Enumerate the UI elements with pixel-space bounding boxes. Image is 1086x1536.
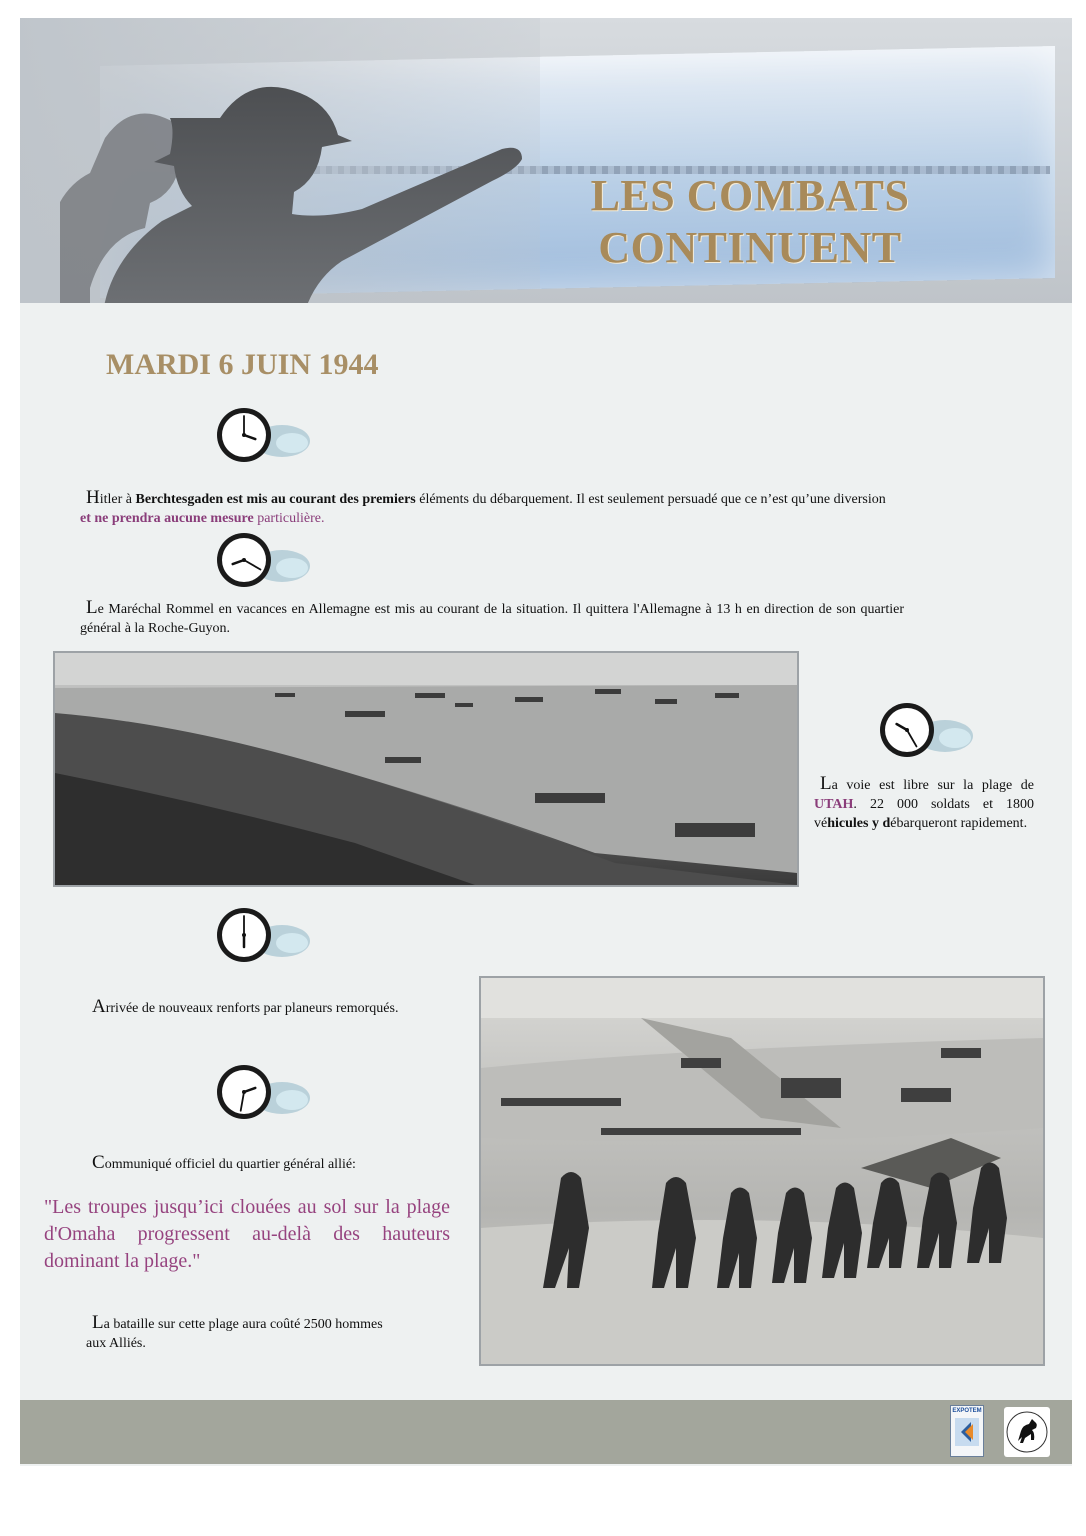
horse-emblem-logo [1004, 1407, 1050, 1457]
text-span: éléments du débarquement. Il est seulement persuadé que ce n’est qu’une diversion [415, 492, 886, 507]
horse-icon [1004, 1407, 1050, 1457]
drop-cap: C [92, 1152, 105, 1173]
banner-title-line2: CONTINUENT [598, 223, 902, 272]
communique-quote: "Les troupes jusqu’ici clouées au sol sur la plage d'Omaha progressent au-delà des hauteurs dominant la plage." [44, 1196, 450, 1272]
banner-title [530, 170, 970, 274]
clock-icon [214, 1062, 310, 1122]
clock-center [242, 933, 246, 937]
text-span: itler à [99, 492, 136, 507]
drop-cap: L [820, 773, 832, 794]
bold-span: hicules y d [827, 816, 891, 831]
clock-center [242, 558, 246, 562]
drop-cap: H [86, 487, 100, 508]
footer-bar [20, 1400, 1072, 1464]
text-span: ébarqueront rapidement. [890, 816, 1028, 831]
date-title: MARDI 6 JUIN 1944 [106, 348, 379, 381]
clock-icon [214, 405, 310, 465]
bold-span: Berchtesgaden est mis au courant des premiers [135, 492, 416, 507]
drop-cap: A [92, 996, 106, 1017]
clock-icon [214, 530, 310, 590]
text-span: e Maréchal Rommel en vacances en Allemagne est mis au courant de la situation. Il quittera l'Allemagne à 13 h en direction de son quartier général à la Roche-Guyon. [80, 602, 904, 636]
drop-cap: L [92, 1312, 104, 1333]
paragraph-hitler: Hitler à Berchtesgaden est mis au courant des premiers éléments du débarquement. Il est seulement persuadé que ce n’est qu’une diversion et ne prendra aucune mesure particulière. [80, 487, 886, 526]
utah-highlight: UTAH [814, 797, 854, 812]
expotem-arrow-icon [951, 1414, 983, 1450]
text-span: . 22 000 soldats et 1800 vé [814, 797, 1034, 831]
clock-center [242, 1090, 246, 1094]
header-banner [20, 18, 1072, 303]
paragraph-renforts [92, 997, 432, 1018]
drop-cap: L [86, 597, 98, 618]
omaha-soldiers-photo [479, 976, 1045, 1366]
clock-center [242, 433, 246, 437]
text-span: rrivée de nouveaux renforts par planeurs remorqués. [105, 1001, 399, 1016]
paragraph-utah [814, 774, 1034, 833]
soldiers-silhouette-image [60, 78, 580, 303]
text-span: a bataille sur cette plage aura coûté 2500 hommes aux Alliés. [86, 1317, 383, 1351]
expotem-logo-text: EXPOTEM [952, 1408, 982, 1414]
expotem-logo [950, 1405, 984, 1457]
paragraph-rommel [80, 598, 904, 638]
clock-icon [877, 700, 973, 760]
paragraph-communique [92, 1153, 432, 1174]
clock-center [905, 728, 909, 732]
beach-panorama-photo [53, 651, 799, 887]
text-span: ommuniqué officiel du quartier général allié: [104, 1157, 356, 1172]
clock-icon [214, 905, 310, 965]
banner-title-line1: LES COMBATS [590, 171, 910, 220]
paragraph-bataille [86, 1313, 406, 1353]
text-span: a voie est libre sur la plage de [831, 778, 1034, 793]
